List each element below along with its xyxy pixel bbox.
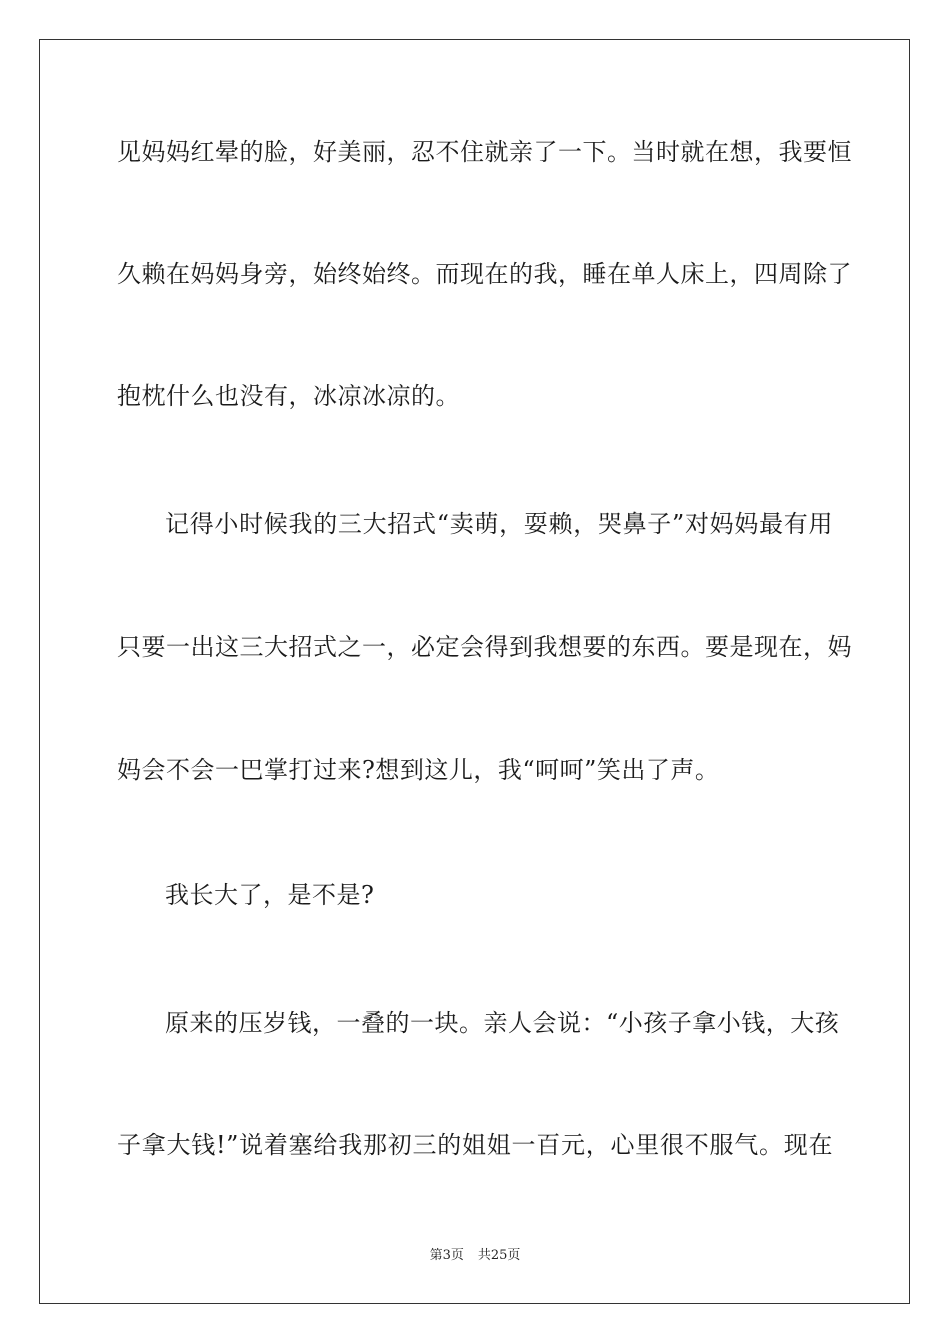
paragraph-line: 记得小时候我的三大招式“卖萌，耍赖，哭鼻子”对妈妈最有用	[165, 510, 833, 538]
page-footer	[0, 1248, 950, 1264]
paragraph-line: 原来的压岁钱，一叠的一块。亲人会说：“小孩子拿小钱，大孩	[165, 1009, 840, 1037]
paragraph-line: 妈会不会一巴掌打过来?想到这儿，我“呵呵”笑出了声。	[117, 756, 720, 784]
page-number: 第3页	[429, 1248, 464, 1263]
paragraph-line: 只要一出这三大招式之一，必定会得到我想要的东西。要是现在，妈	[117, 633, 852, 661]
paragraph-line: 子拿大钱!”说着塞给我那初三的姐姐一百元，心里很不服气。现在	[117, 1131, 833, 1159]
paragraph-line: 抱枕什么也没有，冰凉冰凉的。	[117, 382, 460, 410]
paragraph-line: 我长大了，是不是?	[165, 881, 375, 909]
page-border	[39, 39, 910, 1304]
page-total: 共25页	[477, 1248, 521, 1263]
paragraph-line: 见妈妈红晕的脸，好美丽，忍不住就亲了一下。当时就在想，我要恒	[117, 138, 852, 166]
paragraph-line: 久赖在妈妈身旁，始终始终。而现在的我，睡在单人床上，四周除了	[117, 260, 852, 288]
